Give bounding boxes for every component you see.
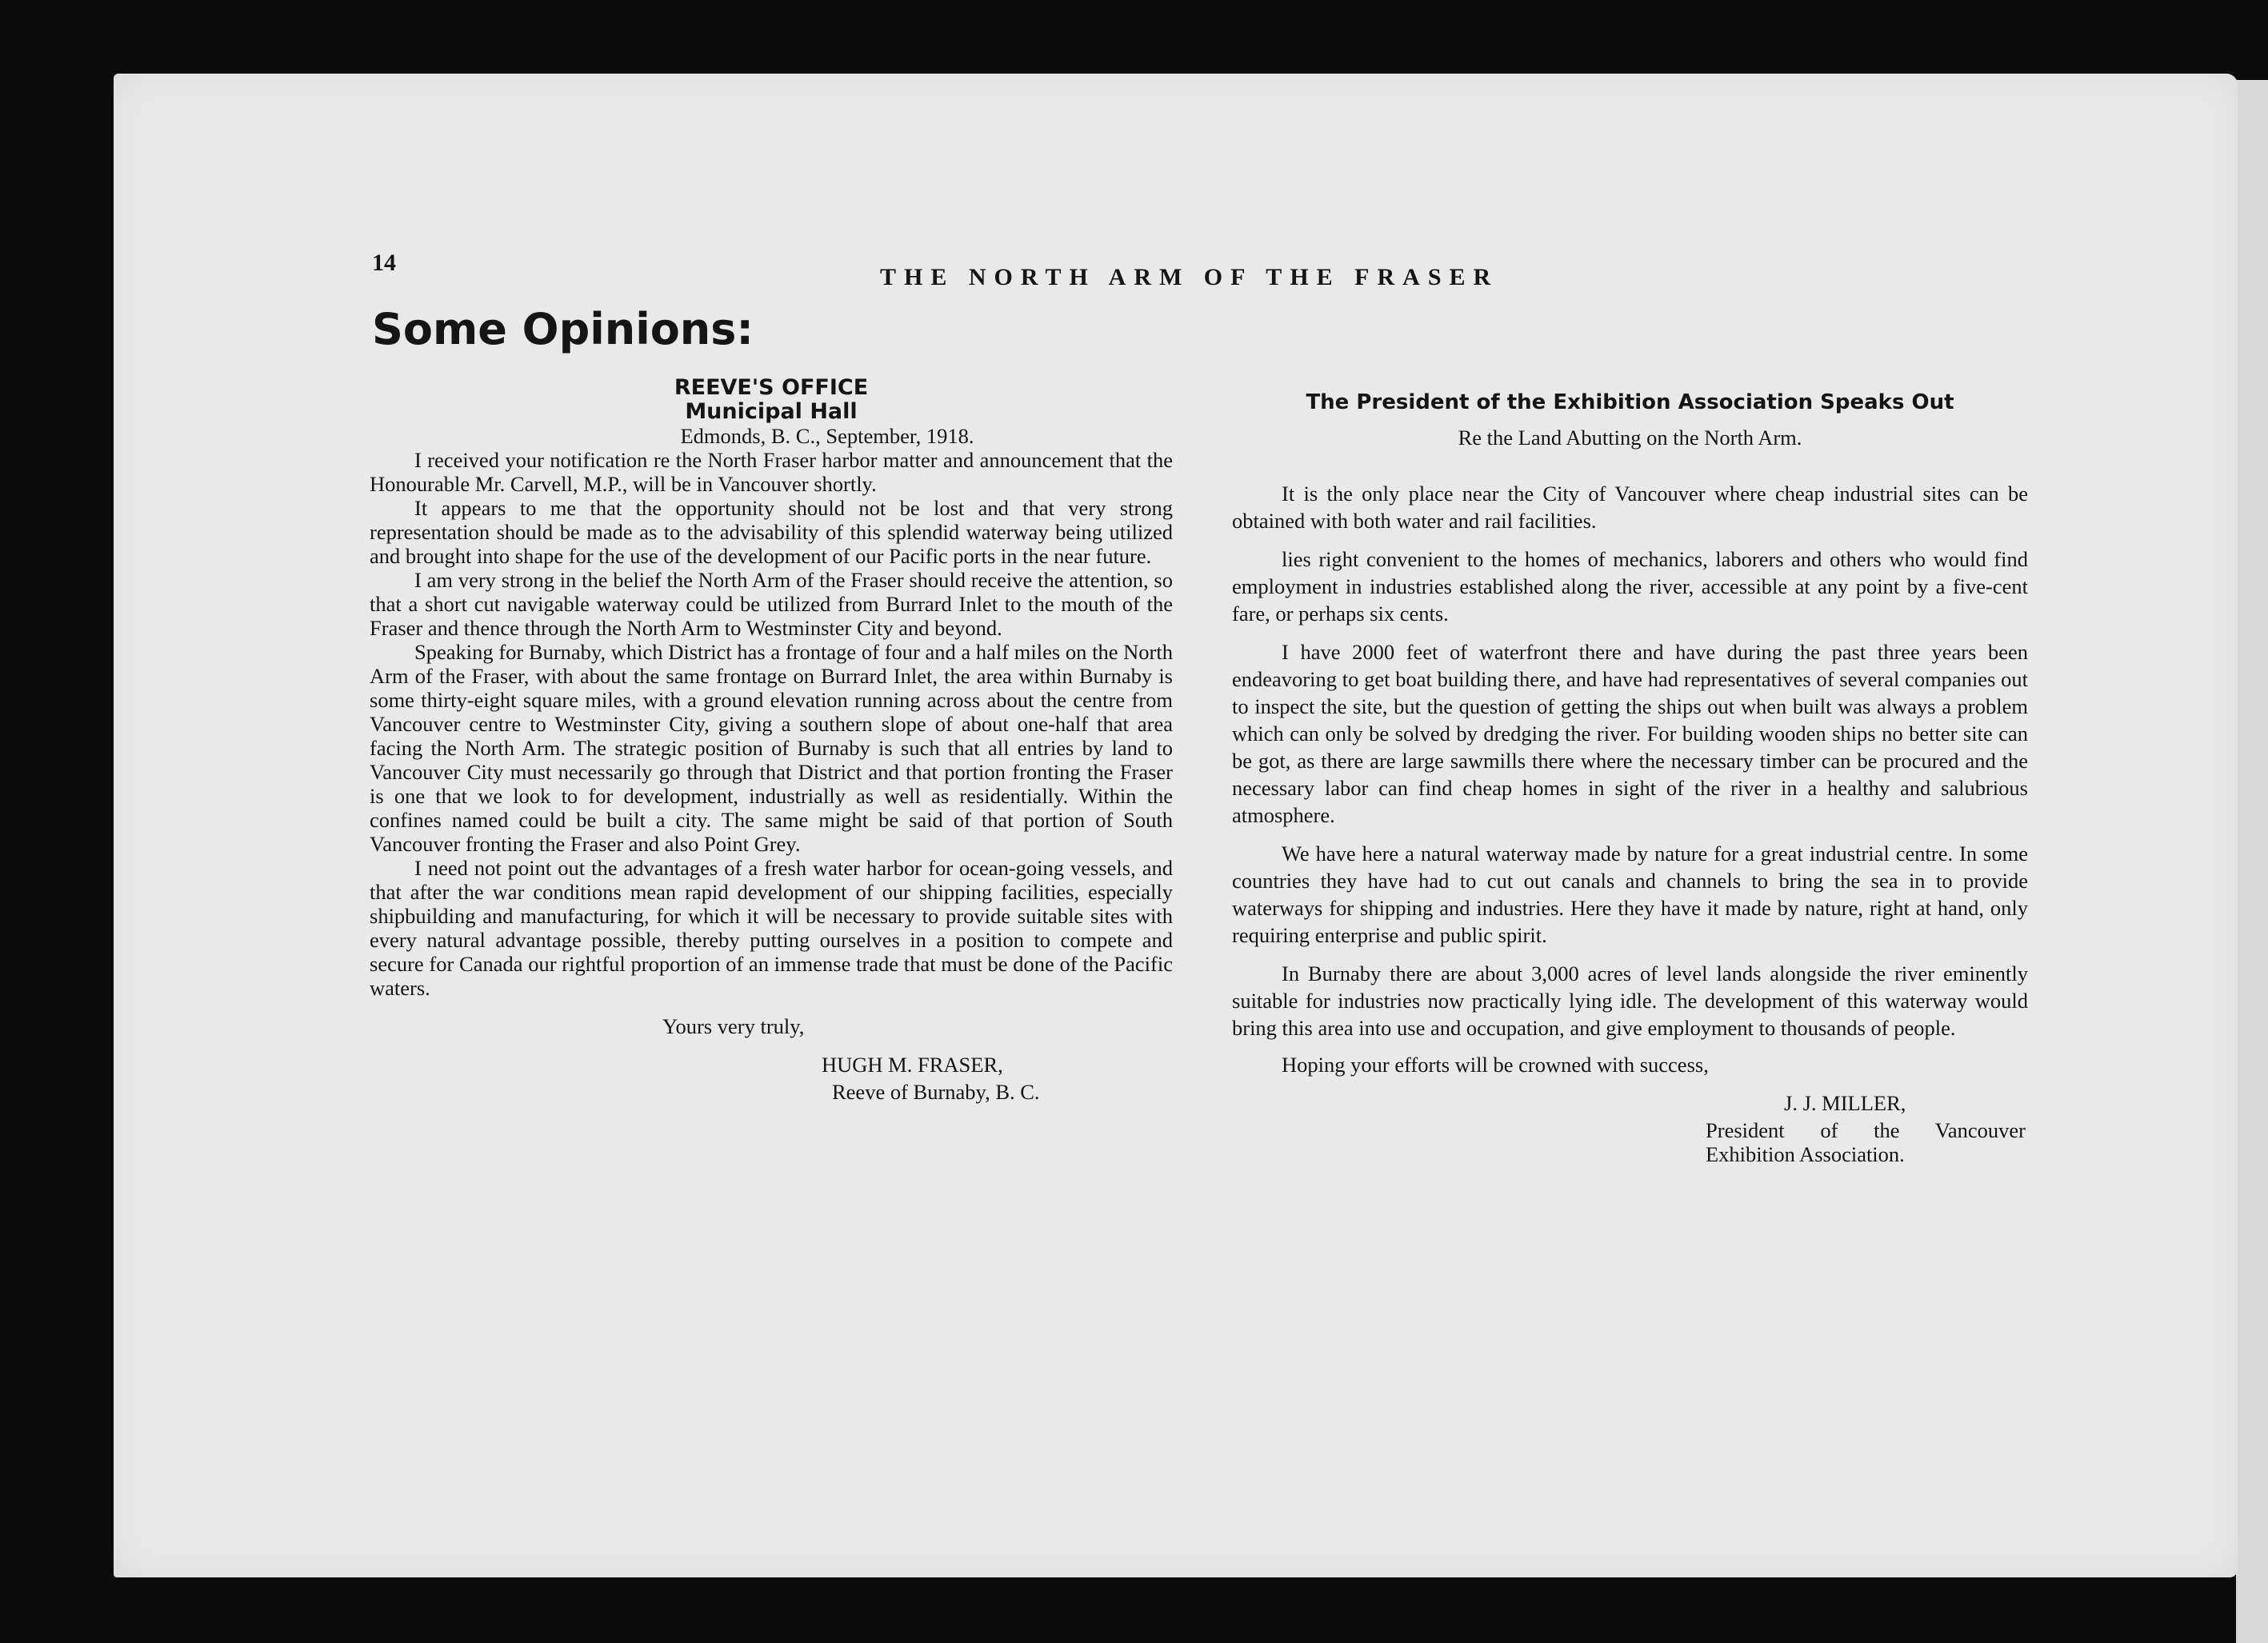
right-letter-paragraph: In Burnaby there are about 3,000 acres of level lands alongside the river eminently suitable for industries now practically lying idle. The development of this waterway would bring this area into use and occupation, and give employment to thousands of people. — [1232, 961, 2028, 1040]
right-letter-heading: The President of the Exhibition Association Speaks Out — [1306, 390, 1954, 414]
page-number: 14 — [372, 250, 396, 276]
right-letter-signature-title: President of the Vancouver Exhibition Association. — [1706, 1118, 2026, 1166]
right-letter-paragraph: It is the only place near the City of Vancouver where cheap industrial sites can be obtained with both water and rail facilities. — [1232, 482, 2028, 533]
left-letter-signature-title: Reeve of Burnaby, B. C. — [832, 1080, 1040, 1104]
left-letter-heading-2: Municipal Hall — [685, 399, 858, 424]
running-head: THE NORTH ARM OF THE FRASER — [880, 264, 1499, 290]
left-letter-paragraph: Speaking for Burnaby, which District has a frontage of four and a half miles on the North Arm of the Fraser, with about the same frontage on Burrard Inlet, the area within Burnaby is some thirty-eight square miles, with a ground elevation running across about the centre from Vancouver centre to Westminster City, giving a southern slope of about one-half that area facing the North Arm. The strategic position of Burnaby is such that all entries by land to Vancouver City must necessarily go through that District and that portion fronting the Fraser is one that we look to for development, industrially as well as residentially. Within the confines named could be built a city. The same might be said of that portion of South Vancouver fronting the Fraser and also Point Grey. — [370, 640, 1173, 856]
right-letter-subheading: Re the Land Abutting on the North Arm. — [1458, 426, 1802, 450]
adjacent-page-edge — [2236, 80, 2268, 1643]
left-letter-closing: Yours very truly, — [662, 1014, 805, 1038]
left-letter-paragraph: I am very strong in the belief the North Arm of the Fraser should receive the attention, so that a short cut navigable waterway could be utilized from Burrard Inlet to the mouth of the Fraser and thence through the North Arm to Westminster City and beyond. — [370, 568, 1173, 640]
left-letter-paragraph: I received your notification re the North Fraser harbor matter and announcement that the Honourable Mr. Carvell, M.P., will be in Vancouver shortly. — [370, 448, 1173, 496]
left-letter-paragraph: It appears to me that the opportunity should not be lost and that very strong representation should be made as to the advisability of this splendid waterway being utilized and brought into shape for the use of the development of our Pacific ports in the near future. — [370, 496, 1173, 568]
right-letter-closing: Hoping your efforts will be crowned with success, — [1282, 1053, 1709, 1077]
right-letter — [1232, 390, 2028, 1166]
left-letter-dateline: Edmonds, B. C., September, 1918. — [680, 424, 974, 448]
right-letter-paragraph: I have 2000 feet of waterfront there and have during the past three years been endeavoring to get boat building there, and have had representatives of several companies out to inspect the site, but the question of getting the ships out when built was always a problem which can only be solved by dredging the river. For building wooden ships no better site can be got, as there are large sawmills there where the necessary timber can be procured and the necessary labor can find cheap homes in sight of the river in a healthy and salubrious atmosphere. — [1232, 640, 2028, 827]
section-title: Some Opinions: — [372, 304, 754, 354]
right-letter-paragraph: We have here a natural waterway made by nature for a great industrial centre. In some countries they have had to cut out canals and channels to bring the sea in to provide waterways for shipping and industries. Here they have it made by nature, right at hand, only requiring enterprise and public spirit. — [1232, 841, 2028, 947]
left-letter — [370, 376, 1173, 1104]
right-letter-signature-name: J. J. MILLER, — [1784, 1091, 1906, 1115]
left-letter-signature-name: HUGH M. FRASER, — [822, 1053, 1003, 1077]
left-letter-heading-1: REEVE'S OFFICE — [674, 375, 869, 400]
left-letter-paragraph: I need not point out the advantages of a fresh water harbor for ocean-going vessels, and that after the war conditions mean rapid development of our shipping facilities, especially shipbuilding and manufacturing, for which it will be necessary to provide suitable sites with every natural advantage possible, thereby putting ourselves in a position to compete and secure for Canada our rightful proportion of an immense trade that must be done of the Pacific waters. — [370, 856, 1173, 1000]
right-letter-paragraph: lies right convenient to the homes of mechanics, laborers and others who would find employment in industries established along the river, accessible at any point by a five-cent fare, or perhaps six cents. — [1232, 547, 2028, 626]
